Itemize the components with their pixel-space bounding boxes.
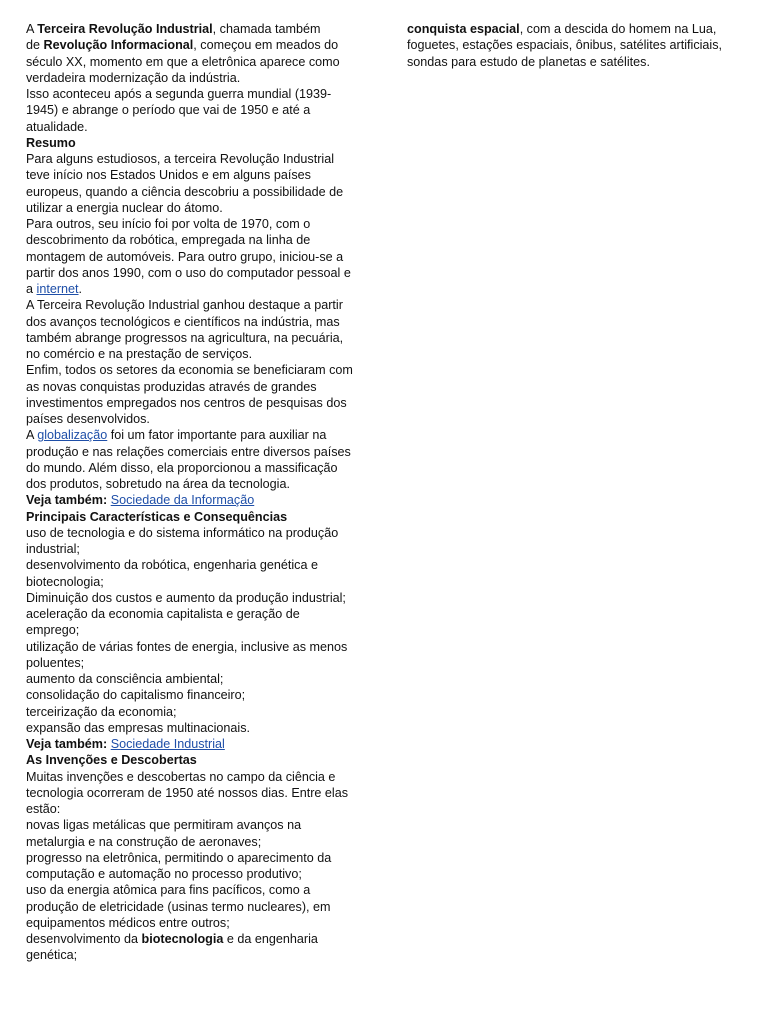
list-line: emprego; bbox=[26, 623, 80, 638]
term-terceira-revolucao: Terceira Revolução Industrial bbox=[37, 22, 213, 36]
text-line: a internet. bbox=[26, 282, 83, 296]
see-also-line bbox=[26, 492, 366, 508]
sociedade-industrial-link[interactable]: Sociedade Industrial bbox=[110, 737, 225, 751]
list-line: foguetes, estações espaciais, ônibus, satélites artificiais, bbox=[407, 38, 723, 53]
list-line: desenvolvimento da robótica, engenharia genética e bbox=[26, 558, 318, 573]
sociedade-informacao-link[interactable]: Sociedade da Informação bbox=[110, 493, 255, 508]
intro-line: A Terceira Revolução Industrial, chamada também bbox=[26, 22, 321, 36]
list-line: equipamentos médicos entre outros; bbox=[26, 915, 230, 930]
list-line: Diminuição dos custos e aumento da produção industrial; bbox=[26, 590, 346, 605]
list-line: conquista espacial, com a descida do homem na Lua, bbox=[407, 22, 717, 36]
list-line: Muitas invenções e descobertas no campo da ciência e bbox=[26, 769, 336, 784]
list-line: utilização de várias fontes de energia, inclusive as menos bbox=[26, 639, 348, 654]
text-line: A globalização foi um fator importante para auxiliar na bbox=[26, 428, 327, 443]
internet-link[interactable]: internet bbox=[36, 282, 79, 296]
list-line: progresso na eletrônica, permitindo o aparecimento da bbox=[26, 850, 332, 865]
globalizacao-link[interactable]: globalização bbox=[37, 428, 108, 443]
list-line: computação e automação no processo produtivo; bbox=[26, 867, 302, 881]
see-also-label: Veja também: bbox=[26, 737, 111, 751]
list-line: aceleração da economia capitalista e geração de bbox=[26, 607, 300, 621]
list-line: industrial; bbox=[26, 542, 80, 556]
text-line: utilizar a energia nuclear do átomo. bbox=[26, 200, 223, 215]
text-line: 1945) e abrange o período que vai de 1950 e até a bbox=[26, 103, 311, 118]
intro-line: verdadeira modernização da indústria. bbox=[26, 70, 241, 85]
list-line: uso de tecnologia e do sistema informático na produção bbox=[26, 525, 339, 540]
list-line: biotecnologia; bbox=[26, 574, 104, 589]
text-line: Para outros, seu início foi por volta de 1970, com o bbox=[26, 217, 311, 231]
text-line: dos avanços tecnológicos e científicos na indústria, mas bbox=[26, 314, 340, 329]
term-conquista-espacial: conquista espacial bbox=[407, 22, 520, 36]
text-line: dos produtos, sobretudo na área da tecnologia. bbox=[26, 477, 290, 491]
right-column bbox=[407, 21, 747, 70]
list-line: aumento da consciência ambiental; bbox=[26, 672, 224, 686]
list-line: metalurgia e na construção de aeronaves; bbox=[26, 834, 262, 849]
term-revolucao-informacional: Revolução Informacional bbox=[43, 38, 194, 53]
term-biotecnologia: biotecnologia bbox=[141, 932, 224, 946]
intro-line: de Revolução Informacional, começou em meados do bbox=[26, 38, 339, 53]
list-line: sondas para estudo de planetas e satélites. bbox=[407, 54, 650, 69]
text-line: também abrange progressos na agricultura, na pecuária, bbox=[26, 330, 344, 345]
list-line: genética; bbox=[26, 948, 78, 963]
list-line: uso da energia atômica para fins pacíficos, como a bbox=[26, 883, 311, 898]
text-line: investimentos empregados nos centros de pesquisas dos bbox=[26, 395, 347, 410]
list-line: consolidação do capitalismo financeiro; bbox=[26, 688, 246, 703]
section-heading-invencoes: As Invenções e Descobertas bbox=[26, 753, 197, 768]
list-line: tecnologia ocorreram de 1950 até nossos dias. Entre elas bbox=[26, 785, 349, 800]
text-line: montagem de automóveis. Para outro grupo, iniciou-se a bbox=[26, 249, 344, 264]
list-line: expansão das empresas multinacionais. bbox=[26, 720, 251, 735]
text-line: teve início nos Estados Unidos e em alguns países bbox=[26, 168, 311, 183]
text-line: A Terceira Revolução Industrial ganhou destaque a partir bbox=[26, 298, 343, 313]
list-line: produção de eletricidade (usinas termo nucleares), em bbox=[26, 899, 331, 914]
intro-line: século XX, momento em que a eletrônica aparece como bbox=[26, 54, 340, 69]
text-line: atualidade. bbox=[26, 119, 88, 134]
text-line: as novas conquistas produzidas através de grandes bbox=[26, 379, 317, 394]
see-also-line bbox=[26, 736, 366, 752]
list-line: novas ligas metálicas que permitiram avanços na bbox=[26, 818, 302, 833]
list-line: estão: bbox=[26, 802, 61, 816]
text-line: partir dos anos 1990, com o uso do computador pessoal e bbox=[26, 265, 351, 280]
list-line: terceirização da economia; bbox=[26, 704, 177, 719]
text-line: Enfim, todos os setores da economia se beneficiaram com bbox=[26, 363, 353, 378]
text-line: produção e nas relações comerciais entre diversos países bbox=[26, 444, 351, 459]
text-line: Para alguns estudiosos, a terceira Revolução Industrial bbox=[26, 152, 335, 166]
section-heading-resumo: Resumo bbox=[26, 135, 76, 150]
text-line: do mundo. Além disso, ela proporcionou a massificação bbox=[26, 460, 338, 475]
text-line: no comércio e na prestação de serviços. bbox=[26, 347, 253, 361]
section-heading-caracteristicas: Principais Características e Consequências bbox=[26, 509, 288, 524]
text-line: Isso aconteceu após a segunda guerra mundial (1939- bbox=[26, 87, 332, 101]
text-line: europeus, quando a ciência descobriu a possibilidade de bbox=[26, 184, 344, 199]
text-line: países desenvolvidos. bbox=[26, 412, 150, 426]
list-line: desenvolvimento da biotecnologia e da engenharia bbox=[26, 932, 318, 946]
text-line: descobrimento da robótica, empregada na linha de bbox=[26, 233, 311, 248]
see-also-label: Veja também: bbox=[26, 493, 111, 508]
list-line: poluentes; bbox=[26, 655, 85, 670]
left-column bbox=[26, 21, 366, 964]
